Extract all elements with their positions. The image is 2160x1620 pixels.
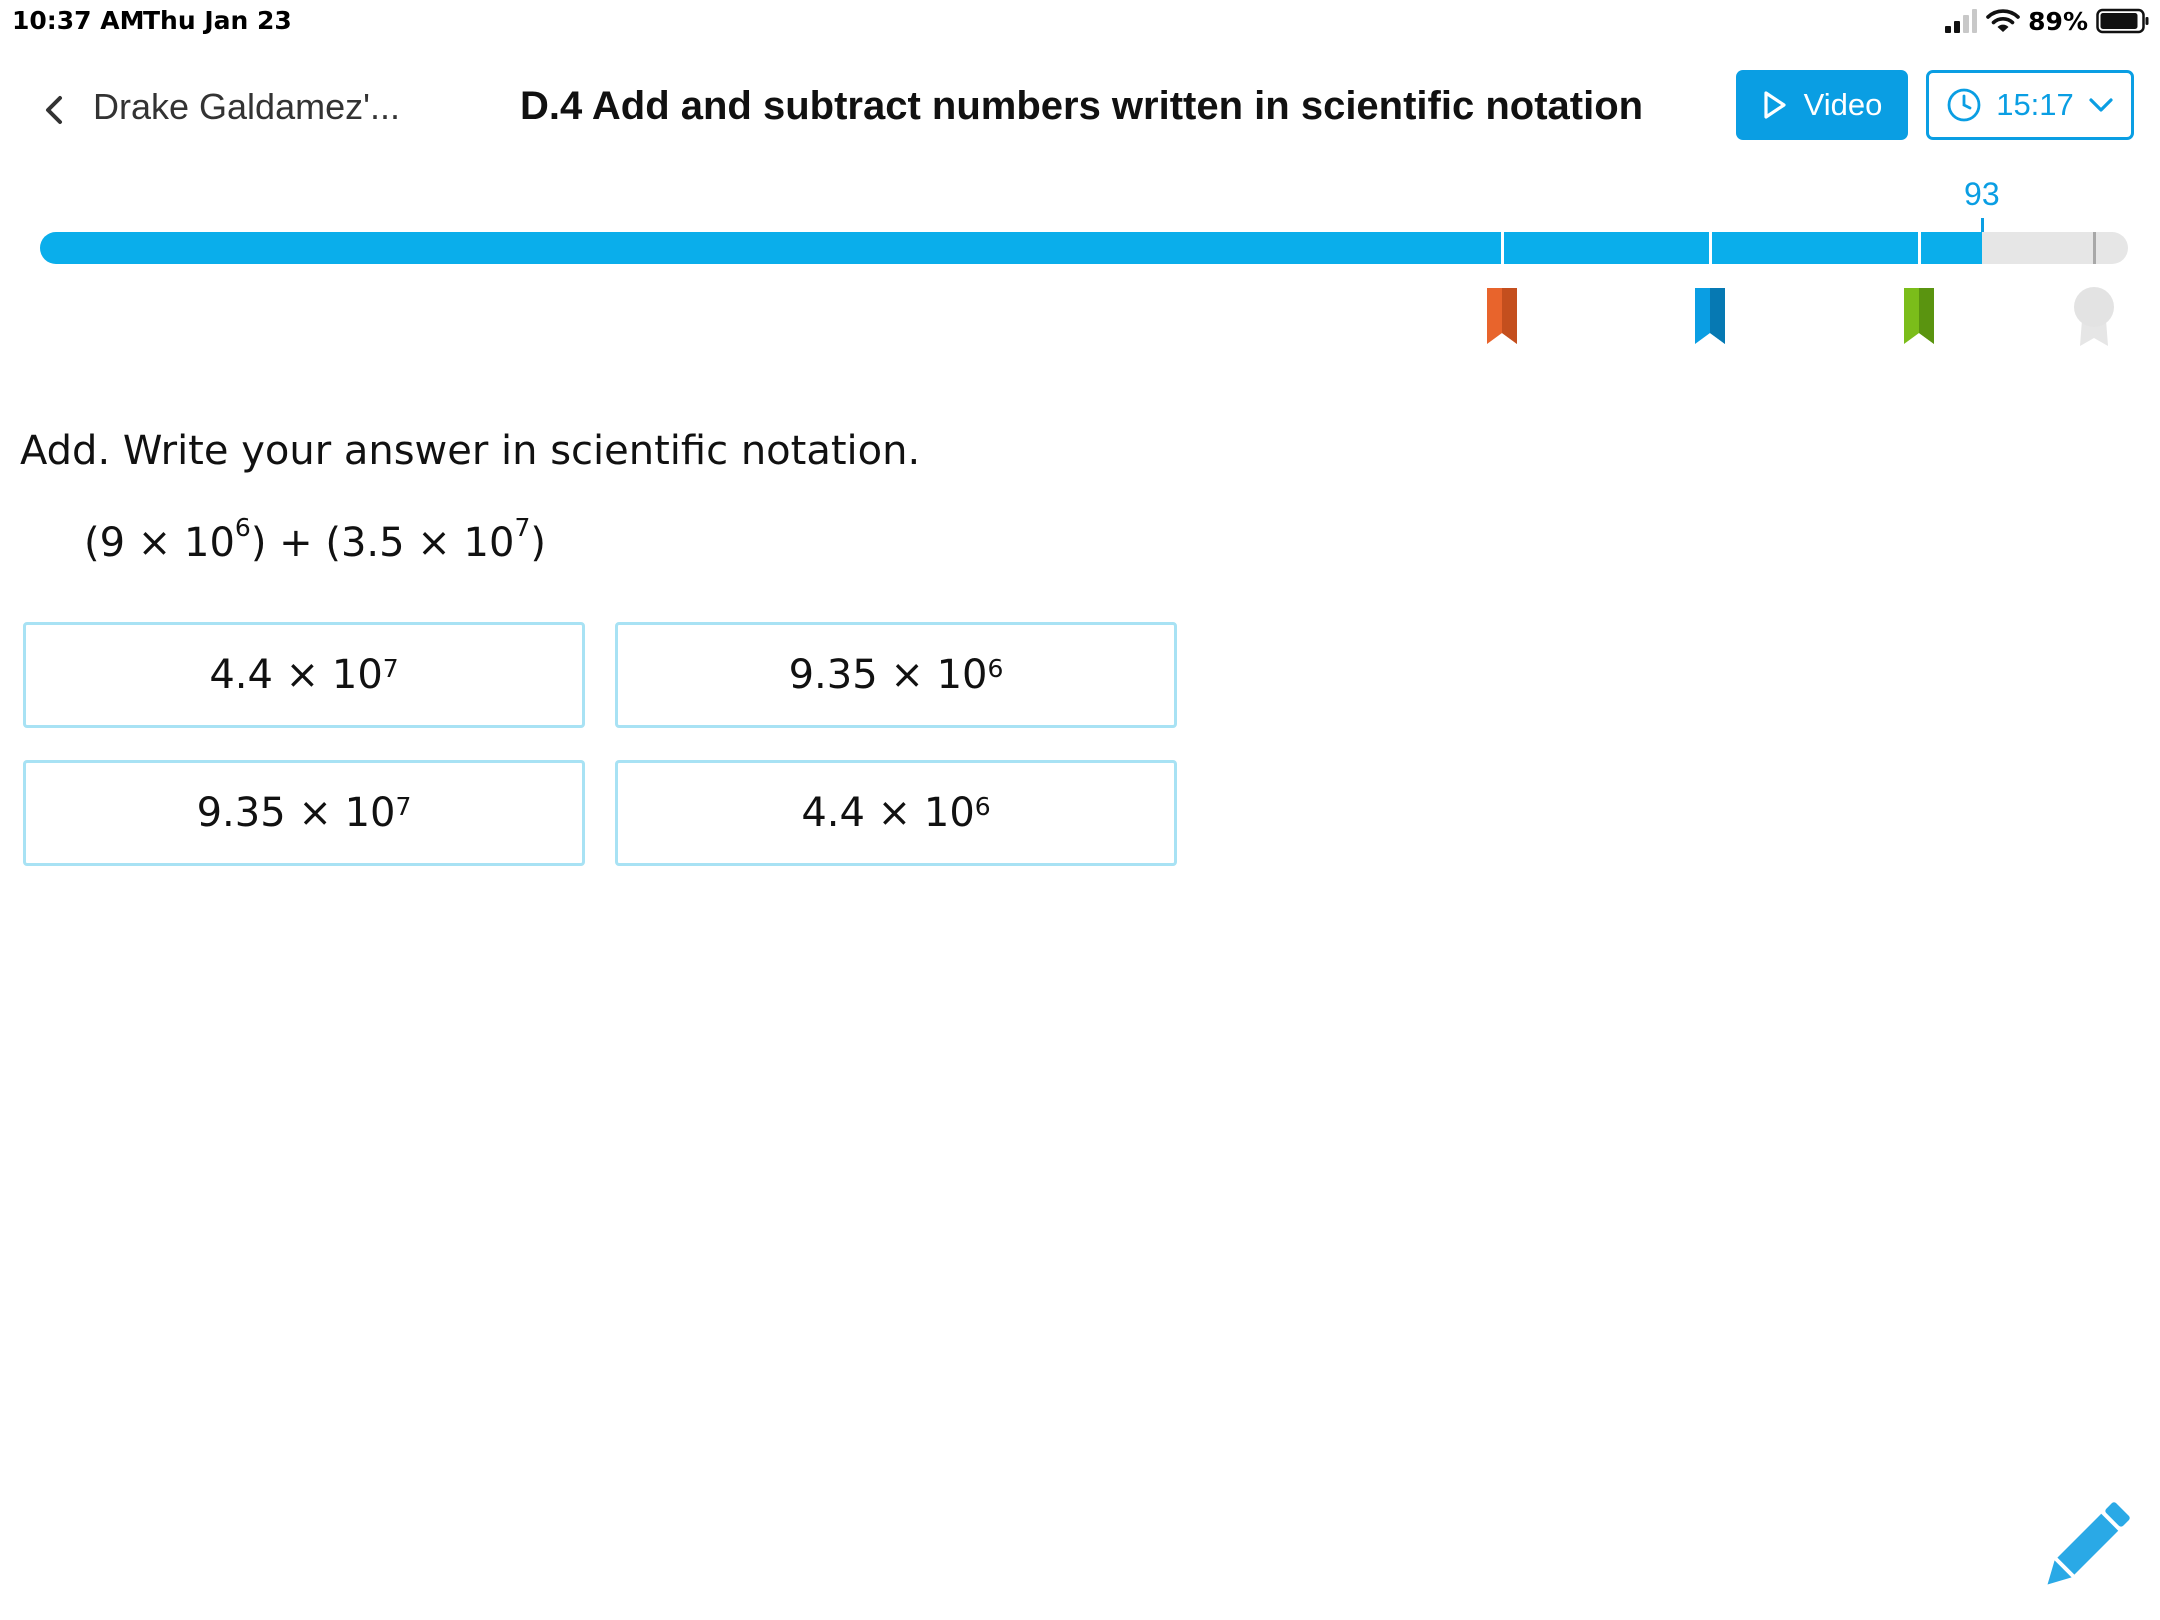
answer-choice-3[interactable]: 9.35 × 10 $^7$ (23, 760, 585, 866)
header-bar (0, 60, 2160, 160)
play-icon (1762, 90, 1788, 120)
video-button[interactable] (1736, 70, 1908, 140)
answer-choice-1[interactable]: 4.4 × 10 $^7$ (23, 622, 585, 728)
video-label: Video (1803, 87, 1883, 122)
milestone-divider-gray (2093, 232, 2096, 264)
orange-ribbon-icon (1485, 286, 1519, 346)
status-time: 10:37 AM (12, 6, 145, 35)
milestone-divider-green (1918, 232, 1921, 264)
choice-base: 4.4 × 10 (801, 790, 975, 836)
choice-base: 9.35 × 10 (196, 790, 396, 836)
milestone-divider-blue (1709, 232, 1712, 264)
wifi-icon (1986, 8, 2020, 34)
pencil-icon (2030, 1492, 2140, 1602)
milestone-divider-orange (1501, 232, 1504, 264)
progress-fill (40, 232, 1982, 264)
answer-choice-2[interactable]: 9.35 × 10 $^6$ (615, 622, 1177, 728)
expression-exponent-b: 7 (514, 512, 531, 542)
status-date: Thu Jan 23 (143, 6, 292, 35)
award-medal-icon (2072, 286, 2116, 346)
clock-icon (1946, 87, 1982, 123)
scratchpad-button[interactable] (2030, 1492, 2140, 1602)
expression-part-a: (9 × 10 (84, 520, 235, 566)
blue-ribbon-icon (1693, 286, 1727, 346)
expression-part-end: ) (530, 520, 546, 566)
question-prompt: Add. Write your answer in scientific notation. (20, 428, 921, 474)
status-indicators (1944, 4, 2150, 38)
choice-base: 4.4 × 10 (209, 652, 383, 698)
back-label[interactable]: Drake Galdamez'... (93, 86, 400, 127)
cellular-signal-icon (1944, 8, 1978, 34)
green-ribbon-icon (1902, 286, 1936, 346)
back-button[interactable] (28, 84, 80, 136)
page-title: D.4 Add and subtract numbers written in scientific notation (520, 84, 1644, 128)
choice-base: 9.35 × 10 (788, 652, 988, 698)
progress-track (40, 232, 2128, 264)
battery-percent: 89% (2028, 6, 2088, 36)
smartscore-progress (0, 170, 2160, 370)
status-bar (0, 0, 2160, 40)
timer-button[interactable] (1926, 70, 2134, 140)
expression-part-b: ) + (3.5 × 10 (250, 520, 515, 566)
score-pointer (1981, 218, 1984, 232)
chevron-down-icon (2088, 96, 2114, 114)
battery-icon (2096, 8, 2150, 34)
chevron-left-icon (42, 94, 66, 126)
question-expression (84, 512, 546, 566)
expression-exponent-a: 6 (234, 512, 251, 542)
answer-choice-4[interactable]: 4.4 × 10 $^6$ (615, 760, 1177, 866)
smartscore-value: 93 (1964, 176, 2000, 212)
timer-value: 15:17 (1996, 87, 2074, 122)
